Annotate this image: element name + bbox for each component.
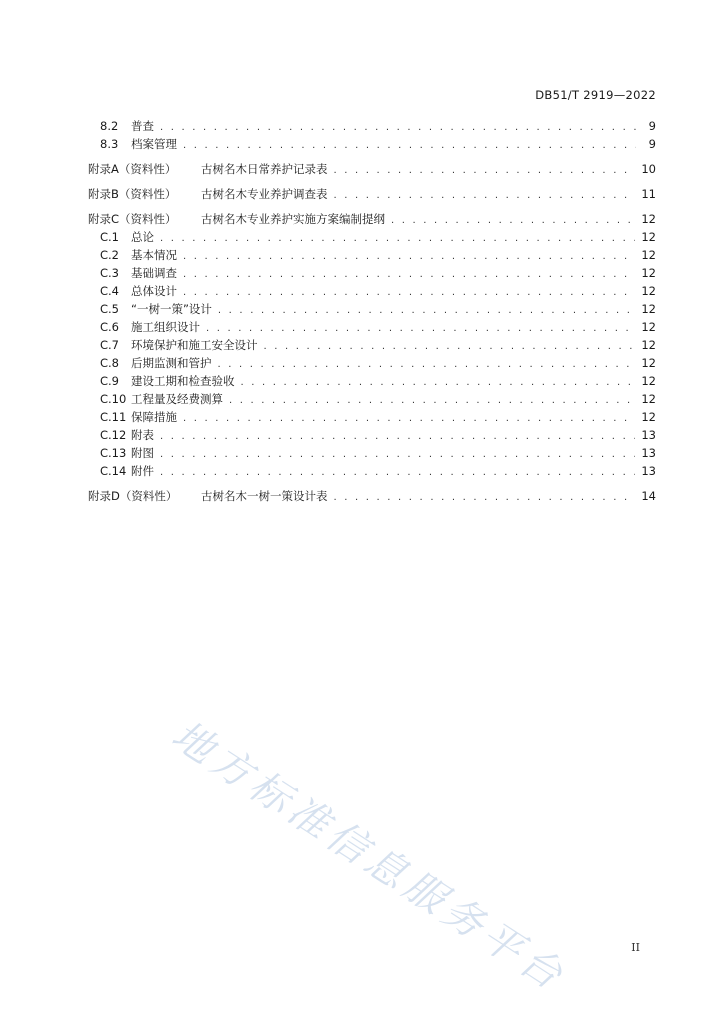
toc-leader-dots <box>183 287 635 298</box>
toc-entry[interactable] <box>88 229 656 247</box>
toc-entry-number: C.7 <box>100 338 120 352</box>
toc-entry-number: C.2 <box>100 248 120 262</box>
toc-leader-dots <box>183 251 635 262</box>
toc-entry-title: 附表 <box>131 428 154 442</box>
toc-entry-title: “一树一策”设计 <box>131 302 212 316</box>
toc-entry-number: C.14 <box>100 464 127 478</box>
toc-entry-title: 环境保护和施工安全设计 <box>131 338 258 352</box>
toc-entry-page: 12 <box>641 230 656 244</box>
toc-entry-page: 12 <box>641 338 656 352</box>
toc-entry-page: 12 <box>641 266 656 280</box>
toc-entry-title: 建设工期和检查验收 <box>131 374 235 388</box>
toc-entry-page: 12 <box>641 392 656 406</box>
toc-entry-title: 总论 <box>131 230 154 244</box>
toc-entry-number: C.3 <box>100 266 120 280</box>
toc-entry-page: 12 <box>641 248 656 262</box>
toc-leader-dots <box>334 165 636 176</box>
toc-entry[interactable] <box>88 136 656 154</box>
toc-entry-number: C.8 <box>100 356 120 370</box>
toc-entry-number: C.10 <box>100 392 127 406</box>
toc-leader-dots <box>334 492 636 503</box>
toc-entry-title: 古树名木专业养护实施方案编制提纲 <box>201 212 385 226</box>
toc-entry-number: 8.3 <box>100 137 119 151</box>
toc-leader-dots <box>160 122 636 133</box>
toc-entry-title: 保障措施 <box>131 410 177 424</box>
toc-entry-title: 总体设计 <box>131 284 177 298</box>
toc-entry-number: C.5 <box>100 302 120 316</box>
toc-leader-dots <box>241 377 636 388</box>
toc-leader-dots <box>229 395 635 406</box>
toc-leader-dots <box>264 341 636 352</box>
toc-entry-title: 附件 <box>131 464 154 478</box>
toc-entry[interactable] <box>88 463 656 481</box>
toc-entry-page: 12 <box>641 284 656 298</box>
toc-entry[interactable] <box>88 391 656 409</box>
toc-leader-dots <box>160 467 635 478</box>
toc-appendix-entry[interactable] <box>88 161 656 179</box>
toc-entry-number: C.9 <box>100 374 120 388</box>
toc-leader-dots <box>218 305 635 316</box>
toc-entry-page: 12 <box>641 410 656 424</box>
toc-leader-dots <box>391 215 635 226</box>
table-of-contents <box>88 118 656 506</box>
toc-entry-title: 施工组织设计 <box>131 320 200 334</box>
toc-entry-number: 附录B（资料性） <box>88 187 177 201</box>
toc-entry-number: 附录D（资料性） <box>88 489 178 503</box>
toc-entry-page: 13 <box>641 446 656 460</box>
toc-appendix-entry[interactable] <box>88 186 656 204</box>
toc-entry-title: 普查 <box>131 119 154 133</box>
toc-entry-title: 古树名木专业养护调查表 <box>201 187 328 201</box>
toc-leader-dots <box>218 359 636 370</box>
toc-entry-title: 后期监测和管护 <box>131 356 212 370</box>
toc-entry-number: C.11 <box>100 410 127 424</box>
toc-entry-title: 档案管理 <box>131 137 177 151</box>
toc-entry-page: 13 <box>641 428 656 442</box>
toc-entry-page: 12 <box>641 356 656 370</box>
toc-entry-title: 古树名木日常养护记录表 <box>201 162 328 176</box>
toc-leader-dots <box>160 233 635 244</box>
toc-entry[interactable] <box>88 445 656 463</box>
toc-entry-page: 14 <box>641 489 656 503</box>
toc-entry[interactable] <box>88 247 656 265</box>
toc-entry-page: 12 <box>641 374 656 388</box>
toc-leader-dots <box>160 449 635 460</box>
toc-entry-number: C.12 <box>100 428 127 442</box>
toc-leader-dots <box>206 323 635 334</box>
toc-entry-page: 11 <box>641 187 656 201</box>
toc-entry-page: 10 <box>641 162 656 176</box>
page-number: II <box>631 941 640 954</box>
toc-entry-number: C.13 <box>100 446 127 460</box>
document-code: DB51/T 2919—2022 <box>535 88 656 102</box>
toc-entry-title: 附图 <box>131 446 154 460</box>
toc-leader-dots <box>183 413 635 424</box>
toc-entry-title: 基本情况 <box>131 248 177 262</box>
toc-entry[interactable] <box>88 301 656 319</box>
toc-entry-number: 8.2 <box>100 119 119 133</box>
toc-entry-number: 附录C（资料性） <box>88 212 177 226</box>
toc-entry[interactable] <box>88 283 656 301</box>
toc-leader-dots <box>183 140 636 151</box>
toc-entry[interactable] <box>88 337 656 355</box>
toc-leader-dots <box>183 269 635 280</box>
toc-leader-dots <box>334 190 636 201</box>
toc-entry-number: C.1 <box>100 230 120 244</box>
toc-entry[interactable] <box>88 319 656 337</box>
toc-entry[interactable] <box>88 265 656 283</box>
toc-entry[interactable] <box>88 355 656 373</box>
watermark: 地方标准信息服务平台 <box>163 712 575 1002</box>
toc-entry[interactable] <box>88 409 656 427</box>
toc-entry-title: 古树名木一树一策设计表 <box>201 489 328 503</box>
toc-leader-dots <box>160 431 635 442</box>
toc-entry-number: 附录A（资料性） <box>88 162 177 176</box>
toc-entry-page: 12 <box>641 212 656 226</box>
toc-entry-page: 12 <box>641 302 656 316</box>
toc-entry-page: 12 <box>641 320 656 334</box>
toc-entry[interactable] <box>88 427 656 445</box>
toc-entry-page: 13 <box>641 464 656 478</box>
toc-appendix-entry[interactable] <box>88 488 656 506</box>
toc-entry-page: 9 <box>648 137 656 151</box>
toc-entry-page: 9 <box>648 119 656 133</box>
toc-appendix-entry[interactable] <box>88 211 656 229</box>
toc-entry-number: C.4 <box>100 284 120 298</box>
toc-entry[interactable] <box>88 118 656 136</box>
toc-entry-title: 工程量及经费测算 <box>131 392 223 406</box>
toc-entry-number: C.6 <box>100 320 120 334</box>
toc-entry-title: 基础调查 <box>131 266 177 280</box>
toc-entry[interactable] <box>88 373 656 391</box>
